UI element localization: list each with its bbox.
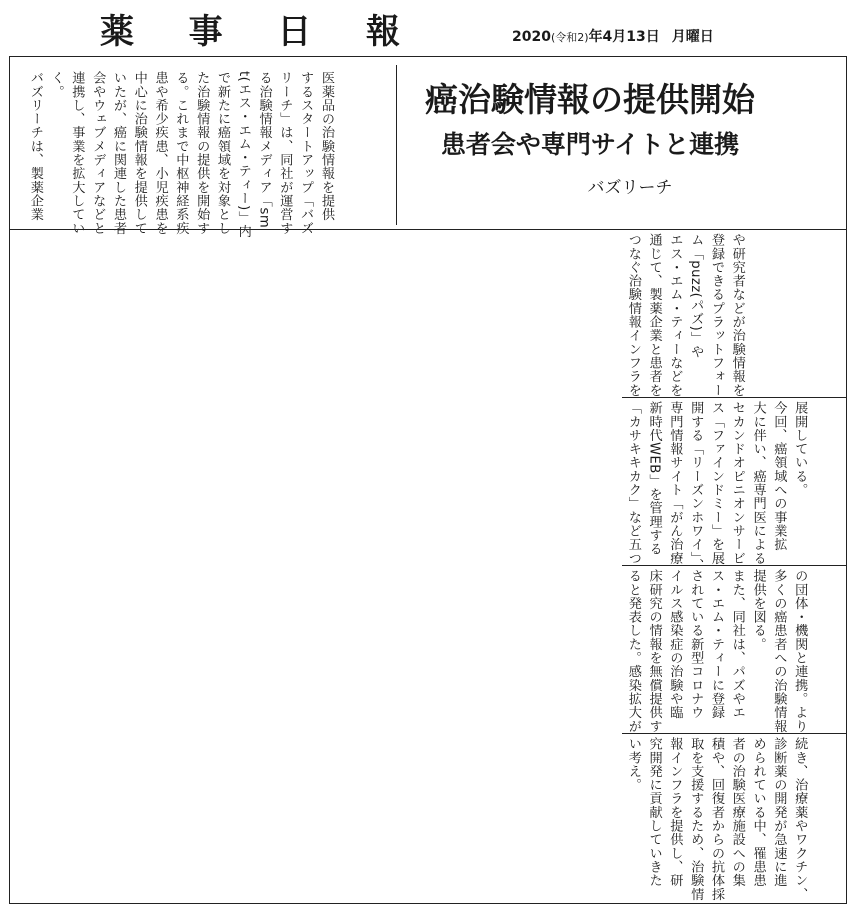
headline-subtitle: 患者会や専門サイトと連携 (440, 130, 740, 159)
text-line: イルス感染症の治験や臨 (667, 569, 683, 720)
date-era: (令和2) (550, 31, 589, 44)
text-line: 診断薬の開発が急速に進 (771, 737, 787, 888)
block-divider (622, 397, 846, 398)
article-body-block-2 (622, 401, 809, 572)
masthead-char: 事 (188, 12, 223, 52)
date-day: 年4月13日 (588, 29, 660, 45)
newspaper-masthead (100, 12, 400, 52)
text-line: く。 (48, 71, 64, 99)
text-line: 者の治験医療施設への集 (729, 737, 745, 888)
text-line: 医薬品の治験情報を提供 (318, 71, 334, 222)
text-line: エス・エム・ティーなどを (667, 233, 683, 397)
text-line: 患や希少疾患、小児疾患を (152, 71, 168, 235)
masthead-char: 報 (365, 12, 400, 52)
text-line: 連携し、事業を拡大してい (69, 71, 85, 235)
text-line: る。これまで中枢神経系疾 (173, 71, 189, 235)
article-frame (9, 56, 847, 904)
text-line: 報インフラを提供し、研 (667, 737, 683, 888)
text-line: 多くの癌患者への治験情報 (771, 569, 787, 733)
text-line: バズリーチは、製薬企業 (27, 71, 43, 222)
dateline (512, 26, 714, 46)
date-year: 2020 (512, 29, 551, 45)
text-line: 取を支援するため、治験情 (688, 737, 704, 901)
article-body-top (24, 71, 336, 238)
headline-divider (396, 65, 397, 225)
text-line: ス「ファインドミー」を展 (708, 401, 724, 565)
text-line: また、同社は、パズやエ (729, 569, 745, 720)
text-line: た治験情報の提供を開始す (194, 71, 210, 235)
block-divider (622, 733, 846, 734)
text-line: 会やウェブメディアなどと (90, 71, 106, 235)
text-line: 続き、治療薬やワクチン、 (792, 737, 808, 901)
text-line: 今回、癌領域への事業拡 (771, 401, 787, 552)
text-line: 専門情報サイト「がん治療 (667, 401, 683, 565)
text-line: つなぐ治験情報インフラを (625, 233, 641, 397)
text-line: 究開発に貢献していきた (646, 737, 662, 888)
text-line: リーチ」は、同社が運営す (277, 71, 293, 235)
text-line: い考え。 (625, 737, 641, 792)
headline-title: 癌治験情報の提供開始 (425, 80, 755, 119)
text-line: t(エス・エム・ティー)」内 (235, 71, 251, 238)
masthead-char: 薬 (100, 12, 134, 52)
text-line: 開する「リーズンホワイ」、 (688, 401, 704, 572)
block-divider (622, 565, 846, 566)
text-line: 「カサキキカク」など五つ (625, 401, 641, 565)
text-line: いたが、癌に関連した患者 (110, 71, 126, 235)
text-line: められている中、罹患患 (750, 737, 766, 888)
section-divider (10, 229, 846, 230)
date-weekday: 月曜日 (671, 29, 714, 45)
text-line: 展開している。 (792, 401, 808, 497)
text-line: や研究者などが治験情報を (729, 233, 745, 397)
text-line: 大に伴い、癌専門医による (750, 401, 766, 565)
article-body-block-3 (622, 569, 809, 733)
text-line: ス・エム・ティーに登録 (708, 569, 724, 720)
byline: バズリーチ (587, 178, 673, 198)
text-line: ム「puzz(パズ)」や (688, 233, 704, 359)
text-line: ると発表した。感染拡大が (625, 569, 641, 733)
headline-block (400, 67, 780, 227)
text-line: る治験情報メディア「sm (256, 71, 272, 229)
text-line: 床研究の情報を無償提供す (646, 569, 662, 733)
text-line: されている新型コロナウ (688, 569, 704, 720)
text-line: 新時代WEB」を管理する (646, 401, 662, 556)
text-line: 登録できるプラットフォー (708, 233, 724, 397)
article-body-block-4 (622, 737, 809, 901)
article-body-block-1 (622, 233, 747, 397)
text-line: 通じて、製薬企業と患者を (646, 233, 662, 397)
masthead-char: 日 (277, 12, 312, 52)
text-line: 中心に治験情報を提供して (131, 71, 147, 235)
text-line: の団体・機関と連携。より (792, 569, 808, 733)
text-line: で新たに癌領域を対象とし (214, 71, 230, 235)
text-line: セカンドオピニオンサービ (729, 401, 745, 565)
text-line: するスタートアップ「バズ (298, 71, 314, 235)
text-line: 提供を図る。 (750, 569, 766, 651)
text-line: 積や、回復者からの抗体採 (708, 737, 724, 901)
